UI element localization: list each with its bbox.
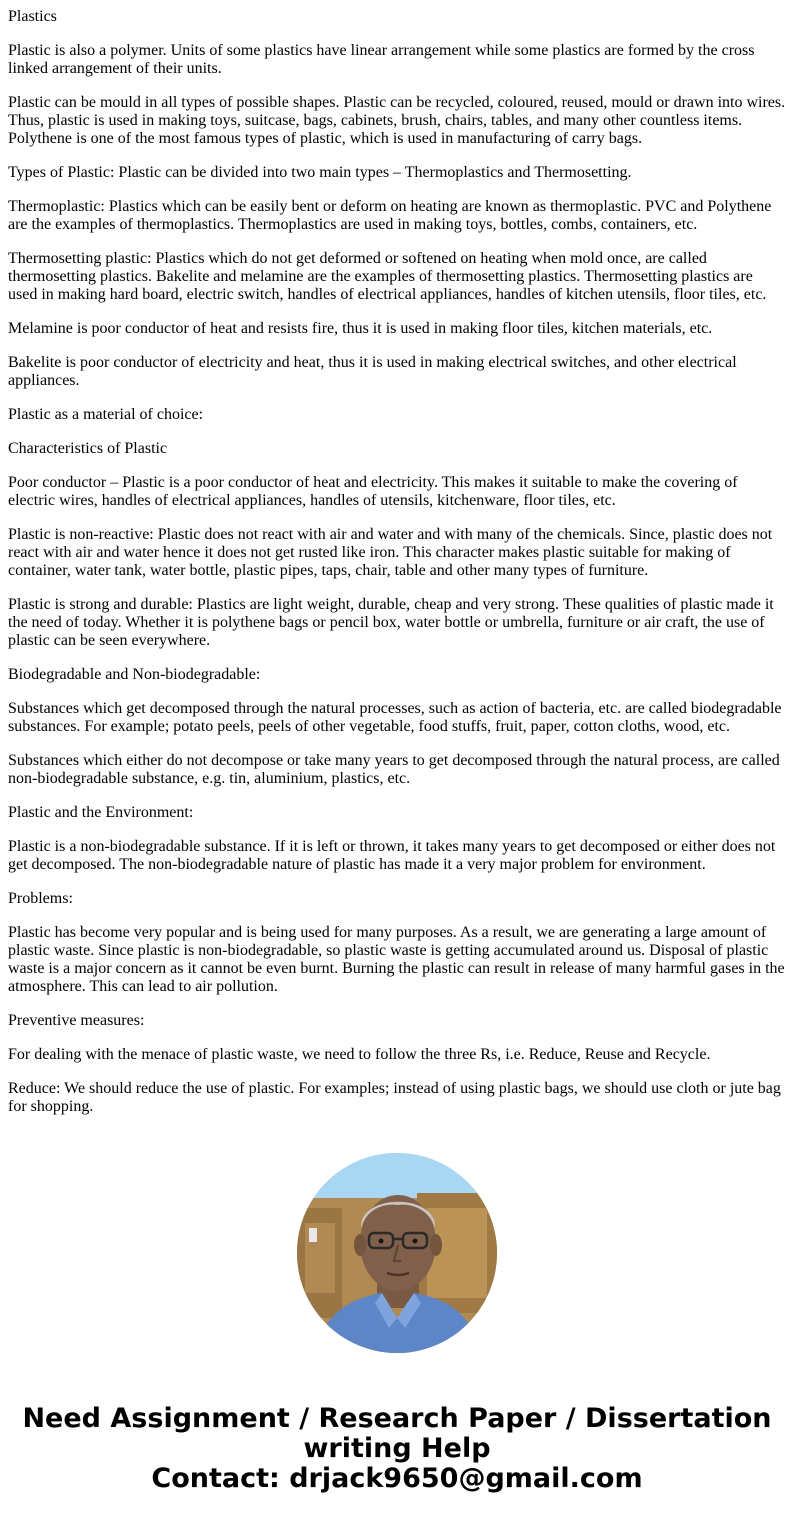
article-paragraph: Plastic is a non-biodegradable substance. If it is left or thrown, it takes many years to get decomposed or either does not get decomposed. The non-biodegradable nature of plastic has made it a very major problem for environment. <box>8 838 776 873</box>
article-paragraph: Thermosetting plastic: Plastics which do not get deformed or softened on heating when mold once, are called thermosetting plastics. Bakelite and melamine are the examples of thermosetting plastics. Thermosetting plastics are used in making hard board, electric switch, handles of electrical appliances, handles of kitchen utensils, floor tiles, etc. <box>8 250 767 303</box>
author-portrait-icon <box>297 1153 497 1353</box>
article-paragraph: Reduce: We should reduce the use of plastic. For examples; instead of using plastic bags, we should use cloth or jute bag for shopping. <box>8 1080 781 1115</box>
footer-line-1: Need Assignment / Research Paper / Dissertation <box>22 1403 772 1434</box>
author-avatar <box>297 1153 497 1353</box>
article-paragraph: Substances which get decomposed through the natural processes, such as action of bacteria, etc. are called biodegradable substances. For example; potato peels, peels of other vegetable, food stuffs, fruit, paper, cotton cloths, wood, etc. <box>8 700 782 735</box>
section-heading: Plastic as a material of choice: <box>8 406 204 423</box>
section-heading: Biodegradable and Non-biodegradable: <box>8 666 261 683</box>
article-paragraph: Plastic is also a polymer. Units of some plastics have linear arrangement while some plastics are formed by the cross linked arrangement of their units. <box>8 42 755 77</box>
article-paragraph: Plastic is strong and durable: Plastics are light weight, durable, cheap and very strong. These qualities of plastic made it the need of today. Whether it is polythene bags or pencil box, water bottle or umbrella, furniture or air craft, the use of plastic can be seen everywhere. <box>8 596 774 649</box>
article-paragraph: Poor conductor – Plastic is a poor conductor of heat and electricity. This makes it suitable to make the covering of electric wires, handles of electrical appliances, handles of utensils, kitchenware, floor tiles, etc. <box>8 474 738 509</box>
footer-line-2: writing Help <box>303 1433 491 1464</box>
footer-banner <box>0 1404 794 1494</box>
section-heading: Plastic and the Environment: <box>8 804 194 821</box>
article-paragraph: Substances which either do not decompose or take many years to get decomposed through the natural process, are called non-biodegradable substance, e.g. tin, aluminium, plastics, etc. <box>8 752 780 787</box>
footer-contact: Contact: drjack9650@gmail.com <box>151 1463 643 1494</box>
article-paragraph: Plastic can be mould in all types of possible shapes. Plastic can be recycled, coloured, reused, mould or drawn into wires. Thus, plastic is used in making toys, suitcase, bags, cabinets, brush, chairs, tables, and many other countless items. Polythene is one of the most famous types of plastic, which is used in manufacturing of carry bags. <box>8 94 786 147</box>
section-heading: Preventive measures: <box>8 1012 145 1029</box>
article-title: Plastics <box>8 8 57 25</box>
article-paragraph: Melamine is poor conductor of heat and resists fire, thus it is used in making floor tiles, kitchen materials, etc. <box>8 320 713 337</box>
article-paragraph: Bakelite is poor conductor of electricity and heat, thus it is used in making electrical switches, and other electrical appliances. <box>8 354 737 389</box>
article-paragraph: Thermoplastic: Plastics which can be easily bent or deform on heating are known as thermoplastic. PVC and Polythene are the examples of thermoplastics. Thermoplastics are used in making toys, bottles, combs, containers, etc. <box>8 198 772 233</box>
article-paragraph: Types of Plastic: Plastic can be divided into two main types – Thermoplastics and Thermosetting. <box>8 164 632 181</box>
article-paragraph: For dealing with the menace of plastic waste, we need to follow the three Rs, i.e. Reduce, Reuse and Recycle. <box>8 1046 711 1063</box>
section-heading: Problems: <box>8 890 73 907</box>
article-paragraph: Plastic has become very popular and is being used for many purposes. As a result, we are generating a large amount of plastic waste. Since plastic is non-biodegradable, so plastic waste is getting accumulated around us. Disposal of plastic waste is a major concern as it cannot be even burnt. Burning the plastic can result in release of many harmful gases in the atmosphere. This can lead to air pollution. <box>8 924 785 995</box>
article-paragraph: Plastic is non-reactive: Plastic does not react with air and water and with many of the chemicals. Since, plastic does not react with air and water hence it does not get rusted like iron. This character makes plastic suitable for making of container, water tank, water bottle, plastic pipes, taps, chair, table and other many types of furniture. <box>8 526 773 579</box>
section-heading: Characteristics of Plastic <box>8 440 168 457</box>
